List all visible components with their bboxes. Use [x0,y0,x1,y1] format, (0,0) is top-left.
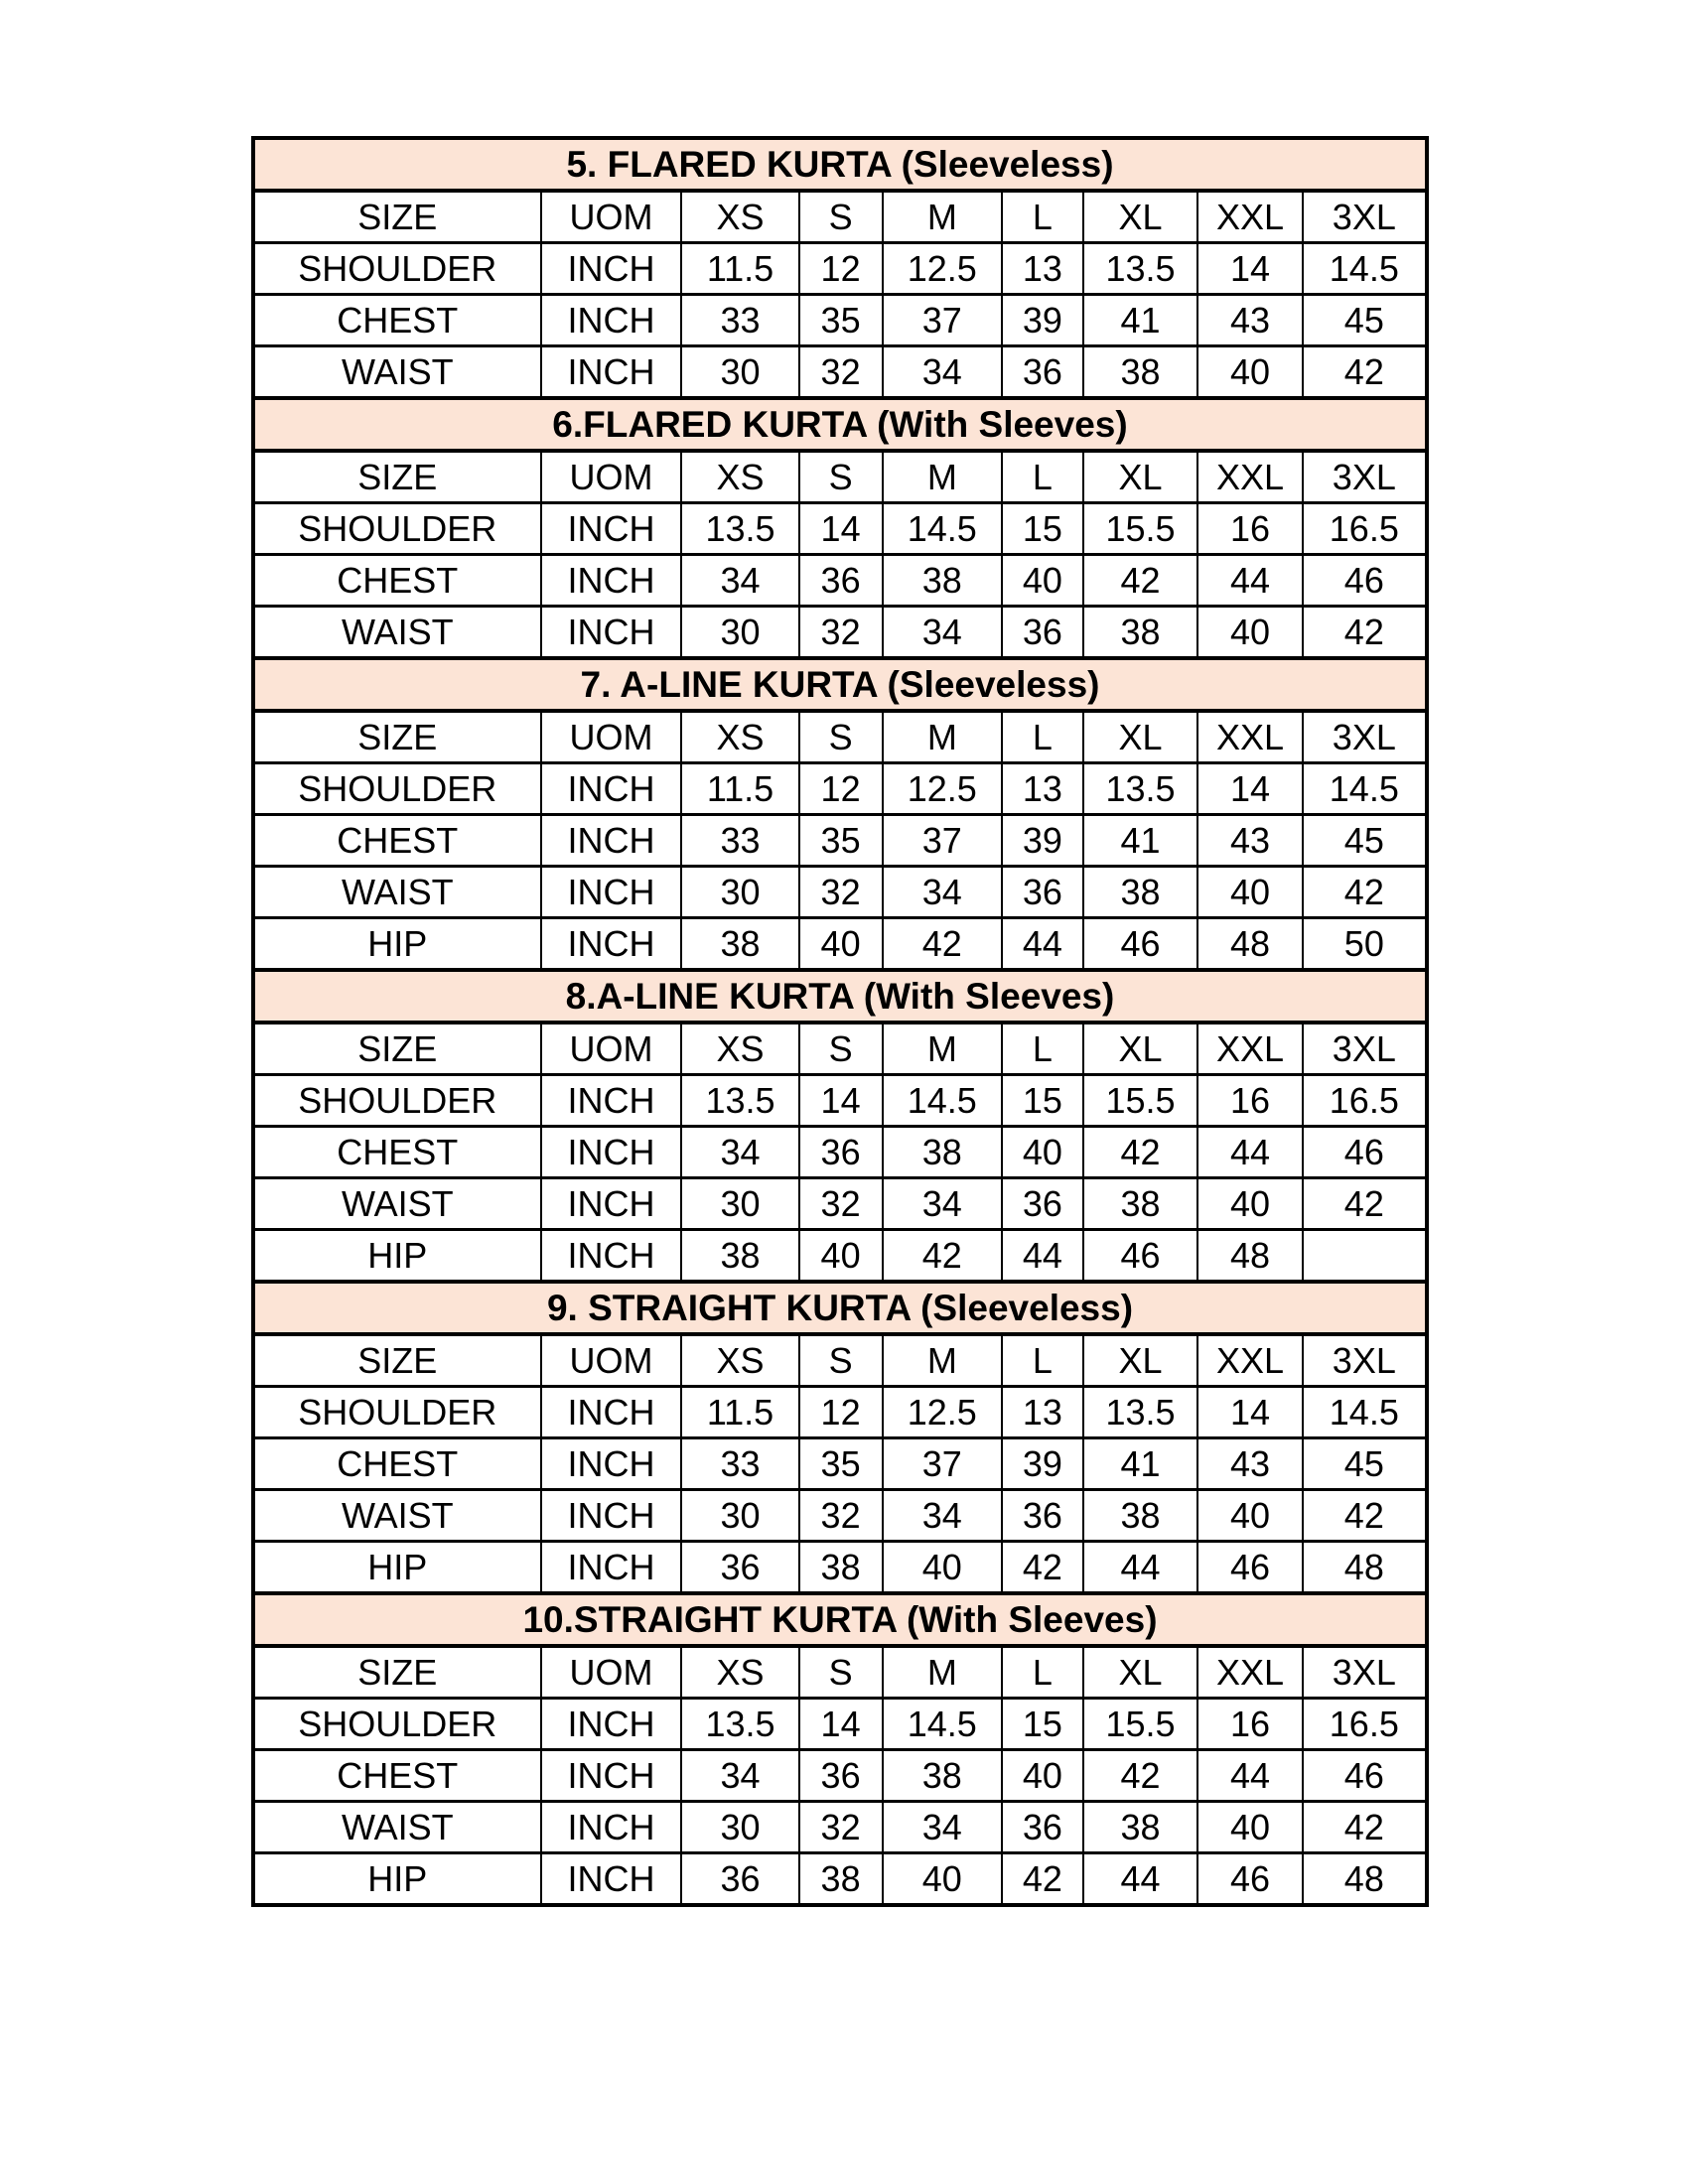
section-title-row [253,658,1427,711]
size-value-cell: 12 [799,243,883,295]
size-value-cell: 38 [681,918,798,971]
size-value-cell: 40 [1197,607,1302,659]
size-value-cell: 33 [681,815,798,867]
uom-cell: INCH [541,295,682,346]
size-value-cell: 44 [1197,1750,1302,1802]
uom-cell: INCH [541,503,682,555]
size-value-cell: 30 [681,1178,798,1230]
measurement-row [253,555,1427,607]
measurement-row [253,503,1427,555]
size-value-cell: 13.5 [681,503,798,555]
size-value-cell: 40 [1002,1750,1083,1802]
column-header: XXL [1197,191,1302,243]
measurement-row [253,1750,1427,1802]
column-header: UOM [541,1334,682,1387]
column-header: S [799,1334,883,1387]
size-value-cell: 11.5 [681,243,798,295]
column-header: UOM [541,1646,682,1699]
measurement-label: WAIST [253,346,541,399]
uom-cell: INCH [541,1127,682,1178]
size-value-cell: 13.5 [1083,1387,1198,1438]
size-value-cell: 16 [1197,503,1302,555]
measurement-label: CHEST [253,1750,541,1802]
measurement-label: SHOULDER [253,1387,541,1438]
size-value-cell: 14.5 [883,503,1003,555]
measurement-row [253,346,1427,399]
size-value-cell: 45 [1303,815,1427,867]
size-value-cell: 44 [1197,1127,1302,1178]
size-value-cell: 46 [1197,1542,1302,1594]
section-title: 8.A-LINE KURTA (With Sleeves) [253,970,1427,1023]
size-value-cell: 48 [1197,1230,1302,1283]
measurement-label: WAIST [253,867,541,918]
column-header: M [883,1023,1003,1075]
size-value-cell: 44 [1002,918,1083,971]
size-value-cell: 36 [1002,867,1083,918]
size-value-cell: 14.5 [1303,243,1427,295]
uom-cell: INCH [541,1387,682,1438]
size-value-cell: 40 [1197,1490,1302,1542]
size-value-cell: 36 [799,1750,883,1802]
size-value-cell: 50 [1303,918,1427,971]
section-title: 6.FLARED KURTA (With Sleeves) [253,398,1427,451]
size-value-cell: 32 [799,1802,883,1853]
measurement-label: SHOULDER [253,243,541,295]
column-header: XXL [1197,451,1302,503]
measurement-row [253,1542,1427,1594]
size-value-cell: 45 [1303,1438,1427,1490]
size-value-cell: 34 [883,1178,1003,1230]
size-value-cell: 41 [1083,295,1198,346]
uom-cell: INCH [541,1750,682,1802]
size-value-cell: 46 [1083,918,1198,971]
measurement-label: CHEST [253,295,541,346]
size-value-cell: 14 [1197,243,1302,295]
uom-cell: INCH [541,1075,682,1127]
size-value-cell: 14 [799,503,883,555]
size-value-cell: 46 [1303,1127,1427,1178]
column-header: M [883,711,1003,763]
size-value-cell: 15 [1002,503,1083,555]
size-value-cell: 38 [1083,607,1198,659]
size-value-cell: 13 [1002,763,1083,815]
size-value-cell: 36 [1002,346,1083,399]
size-value-cell: 48 [1197,918,1302,971]
column-header: XXL [1197,711,1302,763]
column-header: L [1002,451,1083,503]
column-header: UOM [541,191,682,243]
size-value-cell: 46 [1083,1230,1198,1283]
uom-cell: INCH [541,867,682,918]
column-header: 3XL [1303,451,1427,503]
measurement-row [253,243,1427,295]
measurement-label: SHOULDER [253,1075,541,1127]
size-value-cell: 13.5 [1083,763,1198,815]
uom-cell: INCH [541,555,682,607]
size-value-cell: 13.5 [681,1699,798,1750]
size-value-cell: 35 [799,1438,883,1490]
section-title-row [253,970,1427,1023]
column-header: 3XL [1303,191,1427,243]
measurement-label: WAIST [253,1178,541,1230]
size-value-cell: 38 [883,1750,1003,1802]
size-value-cell: 38 [883,1127,1003,1178]
size-value-cell: 46 [1303,555,1427,607]
size-value-cell: 11.5 [681,1387,798,1438]
size-value-cell: 14 [799,1075,883,1127]
uom-cell: INCH [541,1438,682,1490]
size-value-cell: 34 [681,555,798,607]
measurement-label: HIP [253,918,541,971]
size-value-cell: 14 [1197,1387,1302,1438]
measurement-label: WAIST [253,1490,541,1542]
column-header: SIZE [253,191,541,243]
measurement-row [253,295,1427,346]
size-value-cell: 34 [883,346,1003,399]
size-value-cell: 12 [799,763,883,815]
uom-cell: INCH [541,1542,682,1594]
size-value-cell: 39 [1002,1438,1083,1490]
size-value-cell: 14 [799,1699,883,1750]
size-value-cell: 39 [1002,295,1083,346]
size-value-cell: 44 [1002,1230,1083,1283]
size-value-cell: 45 [1303,295,1427,346]
column-header: 3XL [1303,1646,1427,1699]
measurement-label: HIP [253,1853,541,1906]
measurement-label: CHEST [253,815,541,867]
column-header: SIZE [253,1334,541,1387]
column-header: 3XL [1303,1334,1427,1387]
size-value-cell: 14.5 [883,1699,1003,1750]
size-value-cell: 36 [1002,1490,1083,1542]
size-value-cell: 42 [1303,1490,1427,1542]
column-header: S [799,1023,883,1075]
section-title: 5. FLARED KURTA (Sleeveless) [253,138,1427,191]
column-header-row [253,191,1427,243]
size-value-cell: 42 [1303,607,1427,659]
size-value-cell: 30 [681,1490,798,1542]
column-header: XS [681,1023,798,1075]
size-value-cell: 36 [681,1542,798,1594]
column-header: M [883,1334,1003,1387]
size-value-cell: 38 [1083,1802,1198,1853]
section-title-row [253,1282,1427,1334]
measurement-label: CHEST [253,1438,541,1490]
size-value-cell: 32 [799,867,883,918]
section-title: 10.STRAIGHT KURTA (With Sleeves) [253,1593,1427,1646]
column-header: XS [681,191,798,243]
column-header-row [253,711,1427,763]
size-value-cell: 16.5 [1303,1075,1427,1127]
size-value-cell: 37 [883,815,1003,867]
measurement-label: CHEST [253,1127,541,1178]
measurement-row [253,1490,1427,1542]
measurement-label: SHOULDER [253,503,541,555]
column-header: SIZE [253,451,541,503]
column-header: XXL [1197,1646,1302,1699]
size-value-cell: 42 [1083,1750,1198,1802]
section-title-row [253,138,1427,191]
column-header: UOM [541,451,682,503]
column-header: 3XL [1303,711,1427,763]
column-header-row [253,451,1427,503]
size-value-cell: 44 [1083,1853,1198,1906]
size-value-cell: 40 [1002,555,1083,607]
column-header: SIZE [253,711,541,763]
column-header-row [253,1334,1427,1387]
measurement-label: HIP [253,1230,541,1283]
uom-cell: INCH [541,607,682,659]
column-header: XL [1083,1646,1198,1699]
size-value-cell: 38 [1083,346,1198,399]
size-value-cell: 43 [1197,815,1302,867]
size-value-cell: 48 [1303,1542,1427,1594]
size-value-cell: 14.5 [1303,763,1427,815]
size-value-cell: 42 [1303,867,1427,918]
column-header: L [1002,1023,1083,1075]
size-value-cell: 40 [1002,1127,1083,1178]
column-header: UOM [541,711,682,763]
size-value-cell: 42 [1002,1542,1083,1594]
size-value-cell: 12.5 [883,1387,1003,1438]
column-header: L [1002,191,1083,243]
size-value-cell: 16 [1197,1699,1302,1750]
column-header: 3XL [1303,1023,1427,1075]
measurement-label: WAIST [253,1802,541,1853]
size-value-cell: 12.5 [883,763,1003,815]
measurement-row [253,1853,1427,1906]
size-value-cell: 15 [1002,1699,1083,1750]
measurement-label: CHEST [253,555,541,607]
column-header: UOM [541,1023,682,1075]
size-value-cell: 32 [799,1490,883,1542]
size-value-cell: 36 [681,1853,798,1906]
size-chart-body [253,138,1427,1905]
size-value-cell: 14.5 [1303,1387,1427,1438]
size-value-cell: 37 [883,1438,1003,1490]
size-value-cell: 34 [883,867,1003,918]
uom-cell: INCH [541,1699,682,1750]
size-value-cell: 35 [799,295,883,346]
size-value-cell: 32 [799,1178,883,1230]
size-value-cell: 38 [1083,1490,1198,1542]
size-value-cell: 39 [1002,815,1083,867]
column-header: S [799,711,883,763]
size-value-cell: 46 [1303,1750,1427,1802]
size-value-cell: 40 [1197,346,1302,399]
column-header: S [799,191,883,243]
size-value-cell: 44 [1197,555,1302,607]
size-value-cell: 40 [1197,1178,1302,1230]
section-title-row [253,398,1427,451]
size-value-cell: 33 [681,295,798,346]
size-value-cell: 40 [799,918,883,971]
size-value-cell: 40 [1197,1802,1302,1853]
measurement-row [253,918,1427,971]
column-header: XL [1083,191,1198,243]
size-value-cell: 38 [1083,867,1198,918]
size-value-cell: 38 [1083,1178,1198,1230]
size-value-cell: 32 [799,346,883,399]
measurement-row [253,1230,1427,1283]
size-value-cell: 34 [681,1127,798,1178]
uom-cell: INCH [541,1230,682,1283]
column-header: SIZE [253,1023,541,1075]
size-value-cell: 42 [883,1230,1003,1283]
uom-cell: INCH [541,1490,682,1542]
column-header: XL [1083,711,1198,763]
size-value-cell: 40 [883,1542,1003,1594]
size-value-cell: 43 [1197,1438,1302,1490]
size-value-cell: 14 [1197,763,1302,815]
measurement-row [253,1178,1427,1230]
size-value-cell: 36 [1002,1178,1083,1230]
column-header: XL [1083,1023,1198,1075]
column-header: L [1002,1646,1083,1699]
uom-cell: INCH [541,1178,682,1230]
size-value-cell: 15.5 [1083,503,1198,555]
size-value-cell: 42 [883,918,1003,971]
size-value-cell: 42 [1002,1853,1083,1906]
measurement-row [253,763,1427,815]
size-value-cell: 34 [883,1490,1003,1542]
size-value-cell: 13.5 [681,1075,798,1127]
size-value-cell: 30 [681,867,798,918]
size-value-cell: 42 [1303,346,1427,399]
column-header: SIZE [253,1646,541,1699]
measurement-row [253,1699,1427,1750]
column-header: M [883,191,1003,243]
column-header: XS [681,451,798,503]
size-value-cell [1303,1230,1427,1283]
size-value-cell: 35 [799,815,883,867]
size-value-cell: 36 [1002,607,1083,659]
measurement-label: SHOULDER [253,1699,541,1750]
size-value-cell: 40 [883,1853,1003,1906]
measurement-row [253,1802,1427,1853]
measurement-row [253,1127,1427,1178]
column-header: L [1002,711,1083,763]
section-title-row [253,1593,1427,1646]
uom-cell: INCH [541,243,682,295]
column-header-row [253,1646,1427,1699]
uom-cell: INCH [541,346,682,399]
column-header: XS [681,1646,798,1699]
size-value-cell: 34 [883,1802,1003,1853]
kurta-size-chart-table [251,136,1429,1907]
size-value-cell: 33 [681,1438,798,1490]
size-value-cell: 16.5 [1303,1699,1427,1750]
uom-cell: INCH [541,763,682,815]
measurement-label: SHOULDER [253,763,541,815]
measurement-row [253,607,1427,659]
size-value-cell: 34 [883,607,1003,659]
measurement-row [253,867,1427,918]
size-value-cell: 12.5 [883,243,1003,295]
column-header: M [883,1646,1003,1699]
column-header: XL [1083,451,1198,503]
measurement-row [253,1438,1427,1490]
size-value-cell: 36 [1002,1802,1083,1853]
size-value-cell: 16.5 [1303,503,1427,555]
measurement-row [253,1075,1427,1127]
size-value-cell: 38 [681,1230,798,1283]
size-value-cell: 41 [1083,1438,1198,1490]
measurement-label: HIP [253,1542,541,1594]
size-value-cell: 40 [799,1230,883,1283]
size-value-cell: 14.5 [883,1075,1003,1127]
size-value-cell: 16 [1197,1075,1302,1127]
uom-cell: INCH [541,1802,682,1853]
size-value-cell: 44 [1083,1542,1198,1594]
size-value-cell: 38 [883,555,1003,607]
column-header: XS [681,711,798,763]
column-header: XS [681,1334,798,1387]
size-value-cell: 43 [1197,295,1302,346]
size-value-cell: 30 [681,346,798,399]
size-value-cell: 48 [1303,1853,1427,1906]
size-value-cell: 15.5 [1083,1699,1198,1750]
size-value-cell: 42 [1303,1802,1427,1853]
uom-cell: INCH [541,918,682,971]
column-header-row [253,1023,1427,1075]
column-header: XXL [1197,1023,1302,1075]
size-value-cell: 13 [1002,243,1083,295]
size-value-cell: 30 [681,607,798,659]
size-value-cell: 15 [1002,1075,1083,1127]
section-title: 9. STRAIGHT KURTA (Sleeveless) [253,1282,1427,1334]
size-value-cell: 13.5 [1083,243,1198,295]
size-value-cell: 12 [799,1387,883,1438]
size-value-cell: 13 [1002,1387,1083,1438]
size-value-cell: 15.5 [1083,1075,1198,1127]
size-value-cell: 41 [1083,815,1198,867]
column-header: L [1002,1334,1083,1387]
measurement-row [253,815,1427,867]
section-title: 7. A-LINE KURTA (Sleeveless) [253,658,1427,711]
size-value-cell: 42 [1083,555,1198,607]
column-header: M [883,451,1003,503]
size-value-cell: 36 [799,555,883,607]
size-value-cell: 37 [883,295,1003,346]
uom-cell: INCH [541,1853,682,1906]
measurement-label: WAIST [253,607,541,659]
size-value-cell: 11.5 [681,763,798,815]
size-value-cell: 32 [799,607,883,659]
size-value-cell: 30 [681,1802,798,1853]
size-value-cell: 34 [681,1750,798,1802]
column-header: XL [1083,1334,1198,1387]
size-value-cell: 38 [799,1542,883,1594]
size-value-cell: 40 [1197,867,1302,918]
size-value-cell: 42 [1083,1127,1198,1178]
column-header: XXL [1197,1334,1302,1387]
column-header: S [799,451,883,503]
uom-cell: INCH [541,815,682,867]
column-header: S [799,1646,883,1699]
measurement-row [253,1387,1427,1438]
size-value-cell: 38 [799,1853,883,1906]
size-value-cell: 36 [799,1127,883,1178]
size-value-cell: 46 [1197,1853,1302,1906]
size-value-cell: 42 [1303,1178,1427,1230]
